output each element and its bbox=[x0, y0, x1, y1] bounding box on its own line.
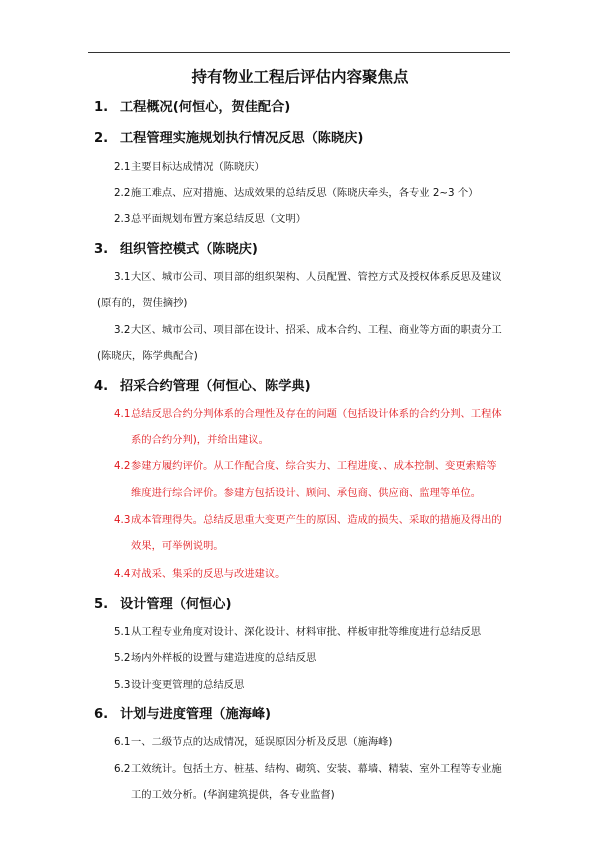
item-text: 总平面规划布置方案总结反思（文明） bbox=[131, 213, 307, 225]
item-4-4 bbox=[114, 565, 285, 580]
section-title: 工程概况(何恒心，贺佳配合) bbox=[120, 100, 291, 115]
item-text: 一、二级节点的达成情况，延误原因分析及反思（施海峰) bbox=[131, 736, 393, 748]
item-text: 工效统计。包括土方、桩基、结构、砌筑、安装、幕墙、精装、室外工程等专业施 bbox=[131, 763, 502, 775]
item-2-1 bbox=[114, 158, 265, 173]
item-text: 大区、城市公司、项目部在设计、招采、成本合约、工程、商业等方面的职责分工 bbox=[131, 324, 502, 336]
item-6-2 bbox=[114, 760, 502, 775]
item-number: 4.2 bbox=[114, 460, 131, 472]
item-text: 设计变更管理的总结反思 bbox=[131, 679, 245, 691]
item-number: 3.1 bbox=[114, 271, 131, 283]
item-text: 施工难点、应对措施、达成效果的总结反思（陈晓庆牵头，各专业 2~3 个） bbox=[131, 187, 479, 199]
item-number: 4.4 bbox=[114, 568, 131, 580]
item-5-1 bbox=[114, 623, 481, 638]
item-number: 2.2 bbox=[114, 187, 131, 199]
section-title: 计划与进度管理（施海峰) bbox=[120, 707, 272, 722]
item-text: 总结反思合约分判体系的合理性及存在的问题（包括设计体系的合约分判、工程体 bbox=[131, 408, 502, 420]
item-text: 参建方履约评价。从工作配合度、综合实力、工程进度、、成本控制、变更索赔等 bbox=[131, 460, 497, 472]
item-text: 对战采、集采的反思与改进建议。 bbox=[131, 568, 286, 580]
section-title: 工程管理实施规划执行情况反思（陈晓庆) bbox=[120, 131, 364, 146]
section-number: 1. bbox=[94, 100, 109, 115]
item-3-1 bbox=[114, 268, 502, 283]
section-number: 4. bbox=[94, 379, 109, 394]
item-2-2 bbox=[114, 184, 478, 199]
item-number: 4.3 bbox=[114, 514, 131, 526]
item-5-2 bbox=[114, 649, 316, 664]
item-6-2-continuation: 工的工效分析。(华润建筑提供，各专业监督) bbox=[131, 789, 335, 801]
section-number: 6. bbox=[94, 707, 109, 722]
item-number: 6.2 bbox=[114, 763, 131, 775]
section-number: 5. bbox=[94, 597, 109, 612]
item-text: 场内外样板的设置与建造进度的总结反思 bbox=[131, 652, 317, 664]
item-number: 2.3 bbox=[114, 213, 131, 225]
section-6-heading bbox=[94, 703, 271, 722]
item-number: 2.1 bbox=[114, 161, 131, 173]
section-number: 3. bbox=[94, 242, 109, 257]
section-title: 组织管控模式（陈晓庆) bbox=[120, 242, 258, 257]
item-4-3 bbox=[114, 511, 502, 526]
item-number: 3.2 bbox=[114, 324, 131, 336]
item-4-3-continuation: 效果，可举例说明。 bbox=[131, 540, 224, 552]
document-title: 持有物业工程后评估内容聚焦点 bbox=[191, 68, 409, 86]
item-text: 从工程专业角度对设计、深化设计、材料审批、样板审批等维度进行总结反思 bbox=[131, 626, 482, 638]
item-4-1 bbox=[114, 405, 502, 420]
item-text: 大区、城市公司、项目部的组织架构、人员配置、管控方式及授权体系反思及建议 bbox=[131, 271, 502, 283]
item-3-2 bbox=[114, 321, 502, 336]
item-4-2 bbox=[114, 457, 497, 472]
item-number: 6.1 bbox=[114, 736, 131, 748]
section-number: 2. bbox=[94, 131, 109, 146]
section-title: 招采合约管理（何恒心、陈学典) bbox=[120, 379, 311, 394]
section-5-heading bbox=[94, 593, 232, 612]
item-6-1 bbox=[114, 733, 392, 748]
item-number: 5.3 bbox=[114, 679, 131, 691]
section-title: 设计管理（何恒心) bbox=[120, 597, 232, 612]
section-4-heading bbox=[94, 375, 311, 394]
section-1-heading bbox=[94, 96, 290, 115]
item-text: 成本管理得失。总结反思重大变更产生的原因、造成的损失、采取的措施及得出的 bbox=[131, 514, 502, 526]
section-2-heading bbox=[94, 127, 363, 146]
item-number: 5.1 bbox=[114, 626, 131, 638]
header-rule bbox=[88, 52, 510, 53]
item-number: 4.1 bbox=[114, 408, 131, 420]
item-2-3 bbox=[114, 210, 306, 225]
section-3-heading bbox=[94, 238, 258, 257]
item-4-1-continuation: 系的合约分判)，并给出建议。 bbox=[131, 434, 269, 446]
item-text: 主要目标达成情况（陈晓庆） bbox=[131, 161, 265, 173]
item-4-2-continuation: 维度进行综合评价。参建方包括设计、顾问、承包商、供应商、监理等单位。 bbox=[131, 487, 482, 499]
item-3-2-continuation: (陈晓庆，陈学典配合) bbox=[97, 350, 198, 362]
item-number: 5.2 bbox=[114, 652, 131, 664]
item-5-3 bbox=[114, 676, 244, 691]
item-3-1-continuation: (原有的，贺佳摘抄) bbox=[97, 297, 188, 309]
